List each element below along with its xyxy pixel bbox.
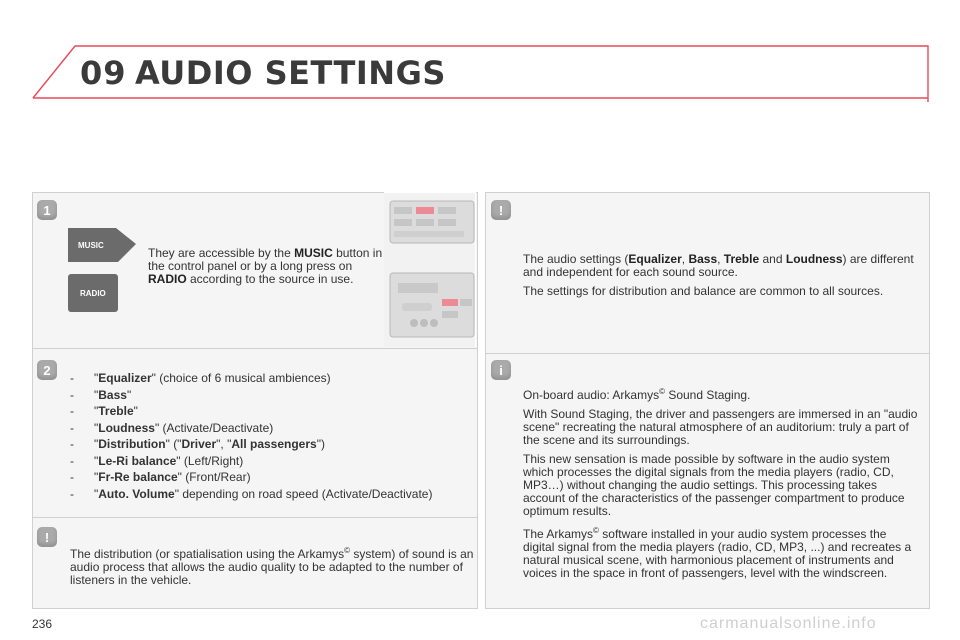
separator [485, 353, 929, 354]
settings-list [70, 370, 432, 502]
list-item: - "Le-Ri balance" (Left/Right) [70, 453, 244, 468]
music-button-label: MUSIC [78, 241, 104, 250]
list-item: - "Fr-Re balance" (Front/Rear) [70, 470, 251, 484]
separator [32, 348, 477, 349]
page-number: 236 [32, 617, 53, 631]
radio-button-image [68, 274, 120, 314]
audio-settings-note: The audio settings (Equalizer, Bass, Treble and Loudness) are different and independent for each sound source. The settings for distribution and balance are common to all sources. [523, 252, 914, 298]
distribution-note: The distribution (or spatialisation using the Arkamys© system) of sound is an audio process that allows the audio quality to be adapted to the number of listeners in the vehicle. [70, 546, 474, 587]
list-item: - "Equalizer" (choice of 6 musical ambiences) [70, 371, 331, 385]
list-item: - "Bass" [70, 387, 132, 402]
step-badge-2: 2 [37, 360, 57, 380]
list-item: - "Distribution" ("Driver", "All passengers") [70, 437, 325, 451]
page-title: AUDIO SETTINGS [135, 54, 446, 92]
block1-text: They are accessible by the MUSIC button in the control panel or by a long press on RADIO according to the source in use. [148, 246, 383, 286]
radio-button-label: RADIO [80, 289, 106, 298]
separator [32, 517, 477, 518]
step-badge-1: 1 [37, 200, 57, 220]
chapter-number: 09 [80, 54, 127, 92]
list-item: - "Auto. Volume" depending on road speed (Activate/Deactivate) [70, 486, 433, 501]
sound-staging-info: On-board audio: Arkamys© Sound Staging. With Sound Staging, the driver and passengers are immersed in an "audio scene" recreating the natural atmosphere of an auditorium: truly a part of the scene and its surroundings. This new sensation is made possible by software in the audio system which processes the digital signals from the media players (radio, CD, MP3…) without changing the audio settings. This processing takes account of the characteristics of the passenger compartment to produce optimum results. The Arkamys© software installed in your audio system processes the digital signal from the media players (radio, CD, MP3, ...) and recreates a natural musical scene, with harmonious placement of instruments and voices in the space in front of passengers, level with the windscreen. [523, 387, 918, 580]
control-panel-photo [384, 193, 475, 347]
page-header [0, 0, 960, 110]
watermark: carmanualsonline.info [700, 615, 877, 632]
info-badge: i [491, 360, 511, 380]
list-item: - "Treble" [70, 404, 138, 418]
music-button-image [68, 226, 136, 264]
list-item: - "Loudness" (Activate/Deactivate) [70, 420, 274, 435]
warning-badge: ! [491, 200, 511, 220]
warning-badge: ! [37, 527, 57, 547]
